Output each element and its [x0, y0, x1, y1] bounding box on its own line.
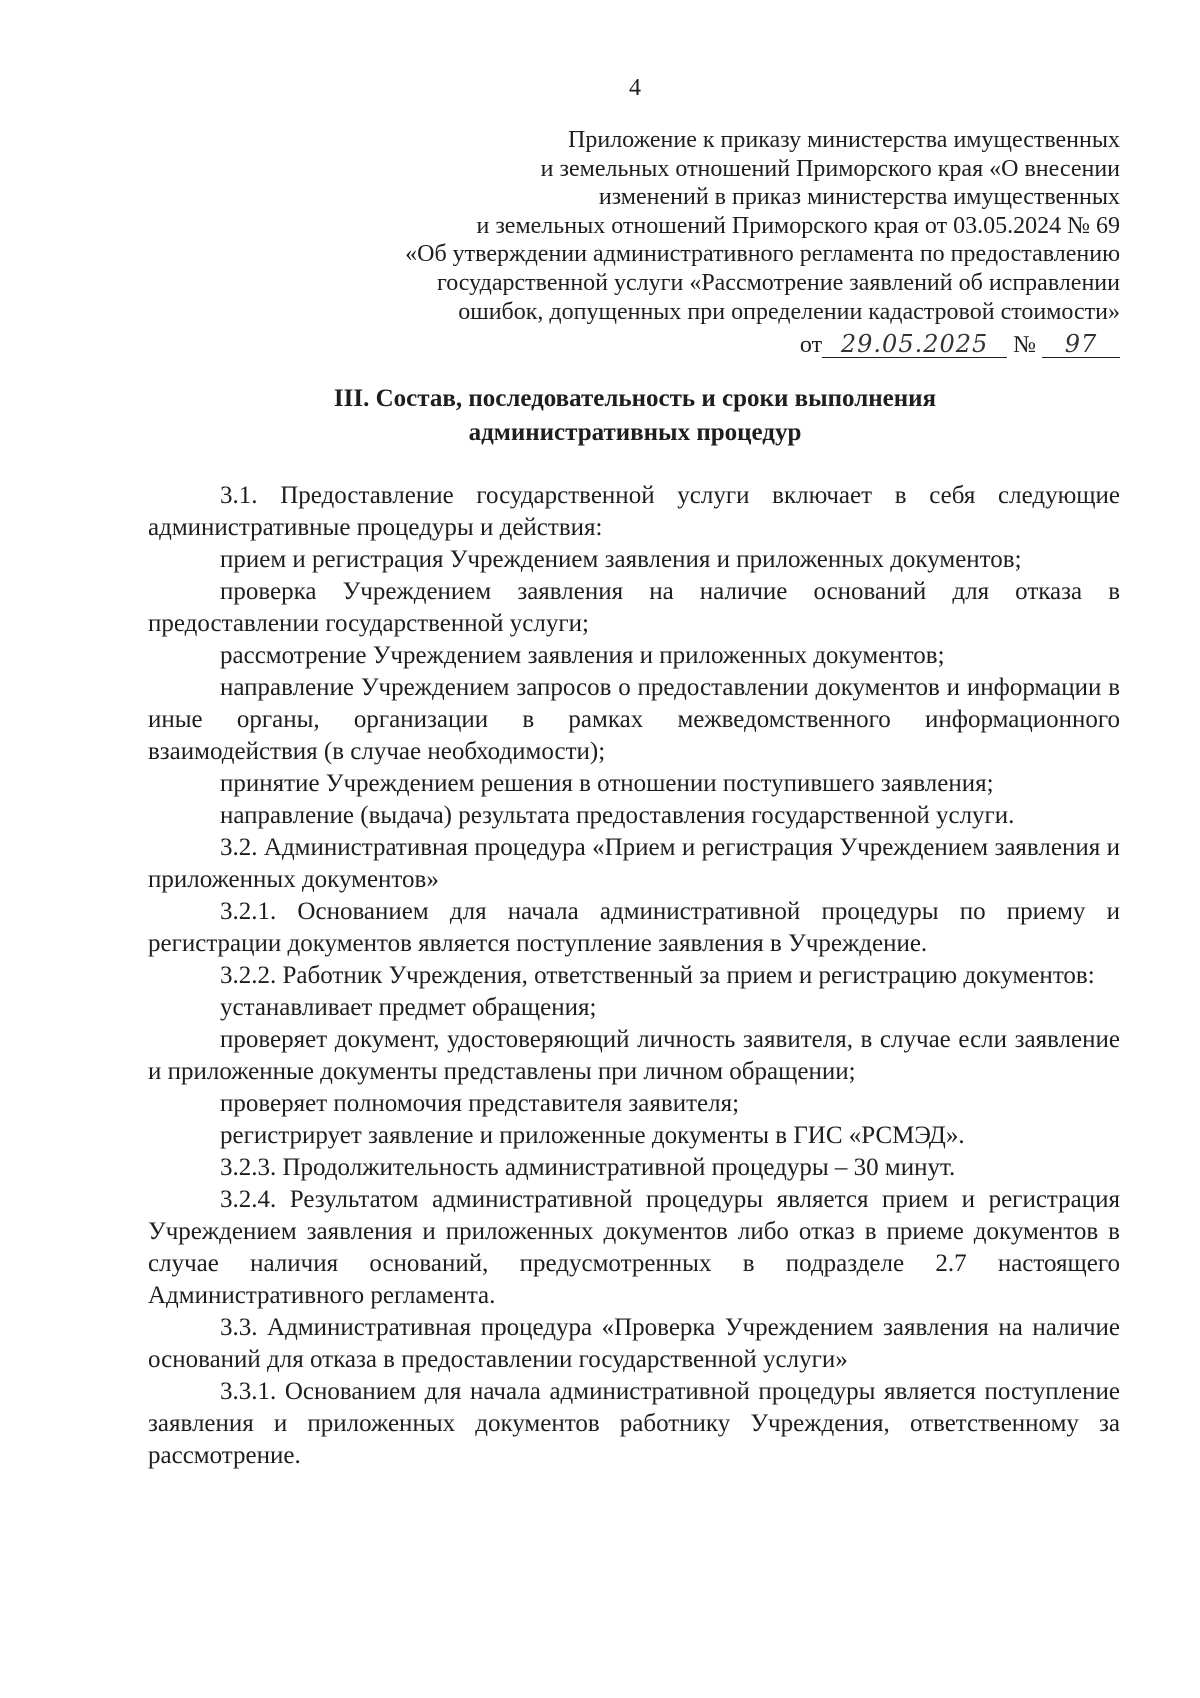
paragraph: направление (выдача) результата предоставления государственной услуги. — [220, 802, 1015, 829]
document-body — [148, 480, 1120, 1472]
number-prefix: № — [1013, 332, 1036, 359]
paragraph: проверяет полномочия представителя заявителя; — [220, 1090, 740, 1117]
appendix-line: государственной услуги «Рассмотрение заявлений об исправлении — [436, 269, 1120, 296]
appendix-line: и земельных отношений Приморского края «О внесении — [540, 155, 1120, 182]
paragraph: 3.2.4. Результатом административной процедуры является прием и регистрация Учреждением заявления и приложенных документов либо отказ в приеме документов в случае наличия оснований, предусмотренных в подразделе 2.7 настоящего Административного регламента. — [148, 1186, 1120, 1309]
appendix-line: Приложение к приказу министерства имущественных — [568, 127, 1120, 153]
paragraph: направление Учреждением запросов о предоставлении документов и информации в иные органы, организации в рамках межведомственного информационного взаимодействия (в случае необходимости); — [148, 674, 1120, 765]
appendix-line: «Об утверждении административного регламента по предоставлению — [405, 241, 1120, 268]
paragraph: прием и регистрация Учреждением заявления и приложенных документов; — [220, 546, 1022, 573]
order-date-number-line — [360, 330, 1120, 360]
paragraph: проверяет документ, удостоверяющий личность заявителя, в случае если заявление и приложенные документы представлены при личном обращении; — [148, 1026, 1120, 1085]
paragraph: рассмотрение Учреждением заявления и приложенных документов; — [220, 642, 945, 669]
paragraph: 3.2.2. Работник Учреждения, ответственный за прием и регистрацию документов: — [220, 962, 1095, 989]
appendix-line: изменений в приказ министерства имущественных — [598, 184, 1120, 211]
paragraph: 3.1. Предоставление государственной услуги включает в себя следующие административные процедуры и действия: — [148, 482, 1120, 541]
handwritten-date: 29.05.2025 — [822, 331, 1007, 358]
section-title-line: III. Состав, последовательность и сроки выполнения — [333, 385, 937, 412]
page-number: 4 — [629, 75, 641, 101]
paragraph: принятие Учреждением решения в отношении поступившего заявления; — [220, 770, 994, 797]
paragraph: проверка Учреждением заявления на наличие оснований для отказа в предоставлении государственной услуги; — [148, 578, 1120, 637]
section-title — [150, 382, 1120, 450]
paragraph: 3.2. Административная процедура «Прием и регистрация Учреждением заявления и приложенных документов» — [148, 834, 1120, 893]
paragraph: 3.3. Административная процедура «Проверка Учреждением заявления на наличие оснований для отказа в предоставлении государственной услуги» — [148, 1314, 1120, 1373]
handwritten-order-number: 97 — [1042, 331, 1120, 358]
paragraph: 3.3.1. Основанием для начала административной процедуры является поступление заявления и приложенных документов работнику Учреждения, ответственному за рассмотрение. — [148, 1378, 1120, 1469]
appendix-line: и земельных отношений Приморского края от 03.05.2024 № 69 — [476, 212, 1120, 239]
paragraph: устанавливает предмет обращения; — [220, 994, 597, 1021]
paragraph: 3.2.1. Основанием для начала административной процедуры по приему и регистрации документов является поступление заявления в Учреждение. — [148, 898, 1120, 957]
section-title-line: административных процедур — [468, 419, 802, 446]
appendix-line: ошибок, допущенных при определении кадастровой стоимости» — [458, 298, 1120, 325]
paragraph: 3.2.3. Продолжительность административной процедуры – 30 минут. — [220, 1154, 956, 1181]
appendix-header — [360, 126, 1120, 360]
paragraph: регистрирует заявление и приложенные документы в ГИС «РСМЭД». — [220, 1122, 965, 1149]
date-prefix: от — [799, 332, 823, 359]
